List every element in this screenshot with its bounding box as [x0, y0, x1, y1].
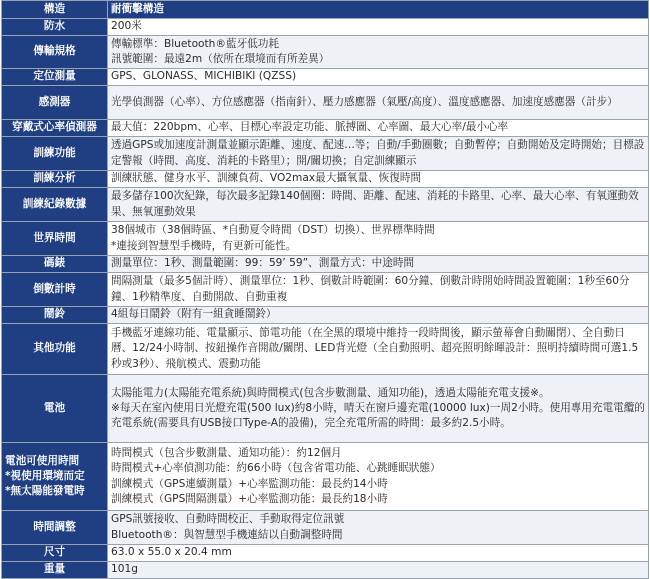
spec-value-cell	[108, 188, 649, 222]
spec-value-cell	[108, 222, 649, 256]
spec-value-cell	[108, 120, 649, 137]
table-row	[2, 86, 649, 120]
spec-label-cell	[2, 171, 108, 188]
spec-label-cell	[2, 562, 108, 579]
spec-label-cell	[2, 256, 108, 273]
table-header-row	[2, 1, 649, 19]
spec-label: 電池	[43, 401, 66, 414]
spec-label: 世界時間	[33, 231, 76, 244]
spec-value: 訓練狀態、健身水平、訓練負荷、VO2max最大攝氧量、恢復時間	[111, 172, 422, 185]
spec-value: 光學偵測器（心率）、方位感應器（指南針）、壓力感應器（氣壓/高度）、溫度感應器、加速度感應器（計步）	[111, 95, 618, 108]
spec-value-cell	[108, 256, 649, 273]
spec-value: 間隔測量（最多5個計時）、測量單位：1秒、倒數計時範圍：60分鐘、倒數計時開始時間設置範圍：1秒至60分鐘、1秒精準度、自動開啟、自動重複	[111, 275, 630, 303]
table-row	[2, 19, 649, 36]
spec-value: 傳輸標準：Bluetooth®藍牙低功耗	[111, 37, 279, 50]
spec-value-cell	[108, 307, 649, 324]
spec-label: 鬧鈴	[43, 308, 66, 321]
spec-label-cell	[2, 69, 108, 86]
spec-value: 最大值：220bpm、心率、目標心率設定功能、脈搏圖、心率圖、最大心率/最小心率	[111, 121, 509, 134]
table-row	[2, 171, 649, 188]
spec-value-cell	[108, 1, 649, 19]
spec-value: ※每天在室內使用日光燈充電(500 lux)約8小時，晴天在窗戶邊充電(10000 lux)一周2小時。使用專用充電電纜的充電系統(需要具有USB接口Type-A的設備)，完全充電所需的時間：最多約2.5小時。	[111, 401, 645, 430]
spec-value-cell	[108, 443, 649, 511]
spec-label: *視使用環境而定	[5, 469, 85, 482]
spec-value-cell	[108, 511, 649, 545]
spec-value: 耐衝擊構造	[111, 2, 164, 15]
spec-value: 訊號範圍：最遠2m（依所在環境而有所差異）	[111, 53, 330, 65]
spec-label-cell	[2, 120, 108, 137]
spec-label: 重量	[43, 563, 66, 576]
spec-label: 定位測量	[33, 70, 76, 83]
spec-label: 防水	[43, 20, 66, 33]
spec-value-cell	[108, 19, 649, 36]
spec-label: 電池可使用時間	[5, 454, 80, 467]
spec-label-cell	[2, 188, 108, 222]
spec-value: 太陽能電力(太陽能充電系統)與時間模式(包含步數測量、通知功能)，透過太陽能充電支援※。	[111, 386, 550, 399]
table-row	[2, 69, 649, 86]
spec-value: 測量單位：1秒、測量範圍：99：59’ 59”、測量方式：中途時間	[111, 257, 415, 270]
table-row	[2, 137, 649, 171]
spec-value: 透過GPS或加速度計測量並顯示距離、速度、配速…等；自動/手動圈數；自動暫停；自動開始及定時開始；目標設定警報（時間、高度、消耗的卡路里）；開/關切換；自定訓練顯示	[111, 139, 645, 167]
spec-label: 訓練紀錄數據	[22, 197, 87, 210]
spec-label: 尺寸	[43, 546, 66, 559]
spec-label-cell	[2, 324, 108, 375]
spec-label-cell	[2, 86, 108, 120]
table-row	[2, 307, 649, 324]
spec-label: 時間調整	[33, 520, 76, 533]
spec-label: *無太陽能發電時	[5, 485, 85, 498]
table-row	[2, 188, 649, 222]
table-row	[2, 256, 649, 273]
spec-value: 最多儲存100次紀錄，每次最多記錄140個圈：時間、距離、配速、消耗的卡路里、心率、最大心率、有氧運動效果、無氧運動效果	[111, 190, 639, 218]
spec-value: GPS、GLONASS、MICHIBIKI (QZSS)	[111, 70, 297, 83]
spec-value: 38個城市（38個時區、*自動夏令時間（DST）切換）、世界標準時間	[111, 224, 435, 237]
table-row	[2, 545, 649, 562]
spec-table-body	[2, 1, 649, 579]
spec-value-cell	[108, 545, 649, 562]
table-row	[2, 120, 649, 137]
spec-value-cell	[108, 86, 649, 120]
spec-label-cell	[2, 222, 108, 256]
spec-value-cell	[108, 375, 649, 443]
spec-label-cell	[2, 375, 108, 443]
spec-value: 4組每日鬧鈴（附有一組貪睡鬧鈴）	[111, 308, 277, 321]
table-row	[2, 324, 649, 375]
spec-value: 手機藍牙連線功能、電量顯示、節電功能（在全黑的環境中維持一段時間後，顯示螢幕會自動關閉）、全自動日曆、12/24小時制、按鈕操作音開啟/關閉、LED背光燈（全自動照明、超亮照明餘暉設計：照明持續時間可選1.5秒或3秒）、飛航模式、震動功能	[111, 327, 639, 370]
spec-label: 碼錶	[43, 257, 66, 270]
spec-value: Bluetooth®：與智慧型手機連結以自動調整時間	[111, 528, 343, 541]
spec-label: 倒數計時	[33, 282, 76, 295]
spec-value: 時間模式（包含步數測量、通知功能）：約12個月	[111, 447, 342, 460]
spec-value: *連接到智慧型手機時，有更新可能性。	[111, 239, 297, 252]
table-row	[2, 562, 649, 579]
spec-label-cell	[2, 511, 108, 545]
spec-table	[1, 0, 649, 579]
spec-label: 訓練分析	[33, 172, 76, 185]
spec-value: 訓練模式（GPS間隔測量）+心率監測功能：最長約18小時	[111, 492, 388, 505]
spec-label-cell	[2, 273, 108, 307]
spec-value: 訓練模式（GPS連續測量）+心率監測功能：最長約14小時	[111, 477, 388, 490]
spec-label: 傳輸規格	[33, 45, 76, 58]
spec-label-cell	[2, 443, 108, 511]
spec-label: 感測器	[38, 95, 71, 108]
spec-value-cell	[108, 69, 649, 86]
spec-label: 其他功能	[33, 342, 76, 355]
spec-label-cell	[2, 36, 108, 69]
spec-value-cell	[108, 324, 649, 375]
spec-value: 時間模式+心率偵測功能：約66小時（包含省電功能、心跳睡眠狀態）	[111, 462, 441, 475]
table-row	[2, 222, 649, 256]
spec-value: GPS訊號接收、自動時間校正、手動取得定位訊號	[111, 513, 345, 526]
spec-label-cell	[2, 545, 108, 562]
table-row	[2, 273, 649, 307]
spec-label: 構造	[43, 2, 66, 15]
table-row	[2, 375, 649, 443]
spec-label: 穿戴式心率偵測器	[12, 121, 97, 134]
spec-value-cell	[108, 36, 649, 69]
spec-value-cell	[108, 562, 649, 579]
table-row	[2, 511, 649, 545]
spec-label: 訓練功能	[33, 146, 76, 159]
spec-label-cell	[2, 19, 108, 36]
spec-value-cell	[108, 171, 649, 188]
table-row	[2, 36, 649, 69]
table-row	[2, 443, 649, 511]
spec-value: 101g	[111, 563, 138, 576]
spec-value-cell	[108, 137, 649, 171]
spec-value: 200米	[111, 20, 142, 33]
spec-value-cell	[108, 273, 649, 307]
spec-label-cell	[2, 137, 108, 171]
spec-value: 63.0 x 55.0 x 20.4 mm	[111, 546, 232, 559]
spec-label-cell	[2, 1, 108, 19]
spec-label-cell	[2, 307, 108, 324]
